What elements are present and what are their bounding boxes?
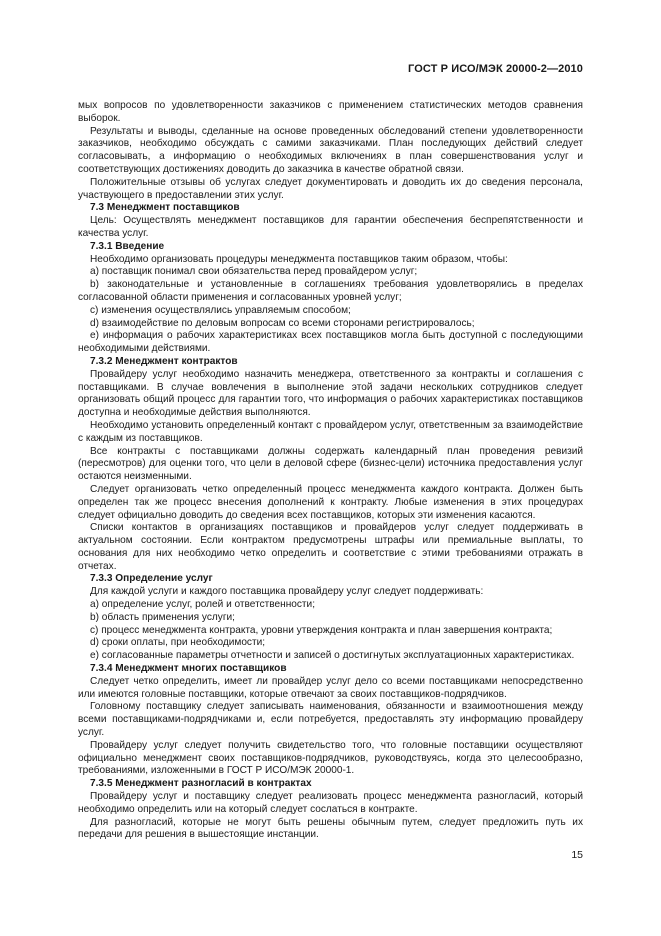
section-heading: 7.3.1 Введение	[90, 240, 165, 252]
section-heading: 7.3.2 Менеджмент контрактов	[90, 355, 238, 367]
list-item: c) изменения осуществлялись управляемым способом;	[90, 304, 351, 316]
paragraph: Головному поставщику следует записывать наименования, обязанности и взаимоотношения между всеми поставщиками-подрядчиками и, если потребуется, предоставлять эту информацию провайдеру услуг.	[78, 701, 583, 739]
paragraph: Следует организовать четко определенный процесс менеджмента каждого контракта. Должен быть определен так же процесс внесения дополнений к контракту. Любые изменения в этих процедурах следует официально доводить до сведения всех поставщиков, которых эти изменения касаются.	[78, 483, 583, 521]
document-header: ГОСТ Р ИСО/МЭК 20000-2—2010	[408, 63, 583, 75]
paragraph: Результаты и выводы, сделанные на основе проведенных обследований степени удовлетворенности заказчиков, необходимо обсуждать с самими заказчиками. План последующих действий следует согласовывать, а информацию о необходимых включениях в план совершенствования услуг и соответствующих достижениях доводить до заказчика в качестве обратной связи.	[78, 125, 583, 175]
section-heading: 7.3 Менеджмент поставщиков	[90, 202, 240, 214]
paragraph: Цель: Осуществлять менеджмент поставщиков для гарантии обеспечения беспрепятственности и качества услуг.	[78, 215, 583, 239]
list-item: d) сроки оплаты, при необходимости;	[90, 637, 266, 649]
list-item: e) информация о рабочих характеристиках всех поставщиков могла быть доступной с последующими необходимыми действиями.	[78, 330, 583, 355]
paragraph: Списки контактов в организациях поставщиков и провайдеров услуг следует поддерживать в актуальном состоянии. Если контрактом предусмотрены штрафы или премиальные выплаты, то основания для них необходимо четко определить и соответствие с этими требованиями отражать в отчетах.	[78, 522, 583, 572]
paragraph: мых вопросов по удовлетворенности заказчиков с применением статистических методов сравнения выборок.	[78, 100, 583, 124]
paragraph: Необходимо организовать процедуры менеджмента поставщиков таким образом, чтобы:	[90, 253, 508, 265]
list-item: b) область применения услуги;	[90, 611, 235, 623]
list-item: e) согласованные параметры отчетности и записей о достигнутых эксплуатационных характеристиках.	[90, 650, 575, 662]
list-item: b) законодательные и установленные в соглашениях требования удовлетворялись в пределах согласованной области применения и согласованных уровней услуг;	[78, 279, 583, 303]
list-item: a) поставщик понимал свои обязательства перед провайдером услуг;	[90, 266, 418, 278]
list-item: a) определение услуг, ролей и ответственности;	[90, 599, 315, 611]
section-heading: 7.3.5 Менеджмент разногласий в контрактах	[90, 778, 312, 790]
list-item: c) процесс менеджмента контракта, уровни утверждения контракта и план завершения контракта;	[90, 624, 553, 636]
paragraph: Для каждой услуги и каждого поставщика провайдеру услуг следует поддерживать:	[90, 586, 484, 598]
page-number: 15	[571, 849, 583, 861]
paragraph: Все контракты с поставщиками должны содержать календарный план проведения ревизий (пересмотров) для оценки того, что цели в деловой сфере (бизнес-цели) источника предоставления услуг остаются неизменными.	[78, 445, 583, 483]
paragraph: Необходимо установить определенный контакт с провайдером услуг, ответственным за взаимодействие с каждым из поставщиков.	[78, 419, 583, 444]
paragraph: Провайдеру услуг следует получить свидетельство того, что головные поставщики осуществляют официально менеджмент своих поставщиков-подрядчиков, руководствуясь, когда это целесообразно, требованиями, изложенными в ГОСТ Р ИСО/МЭК 20000-1.	[78, 739, 583, 777]
paragraph: Положительные отзывы об услугах следует документировать и доводить их до сведения персонала, участвующего в предоставлении этих услуг.	[78, 176, 583, 201]
list-item: d) взаимодействие по деловым вопросам со всеми сторонами регистрировалось;	[90, 317, 475, 329]
paragraph: Следует четко определить, имеет ли провайдер услуг дело со всеми поставщиками непосредственно или имеются головные поставщики, которые отвечают за своих поставщиков-подрядчиков.	[78, 675, 583, 700]
document-body	[78, 100, 583, 842]
section-heading: 7.3.3 Определение услуг	[90, 573, 213, 585]
section-heading: 7.3.4 Менеджмент многих поставщиков	[90, 663, 287, 675]
paragraph: Провайдеру услуг и поставщику следует реализовать процесс менеджмента разногласий, который необходимо определить или на который следует сослаться в контракте.	[78, 791, 583, 815]
paragraph: Провайдеру услуг необходимо назначить менеджера, ответственного за контракты и соглашения с поставщиками. В случае вовлечения в выполнение этой задачи нескольких сотрудников следует организовать общий процесс для гарантии того, что информация о рабочих характеристиках поставщиков доступна и необходимые действия выполняются.	[78, 368, 583, 419]
paragraph: Для разногласий, которые не могут быть решены обычным путем, следует предложить путь их передачи для решения в вышестоящие инстанции.	[78, 816, 583, 841]
